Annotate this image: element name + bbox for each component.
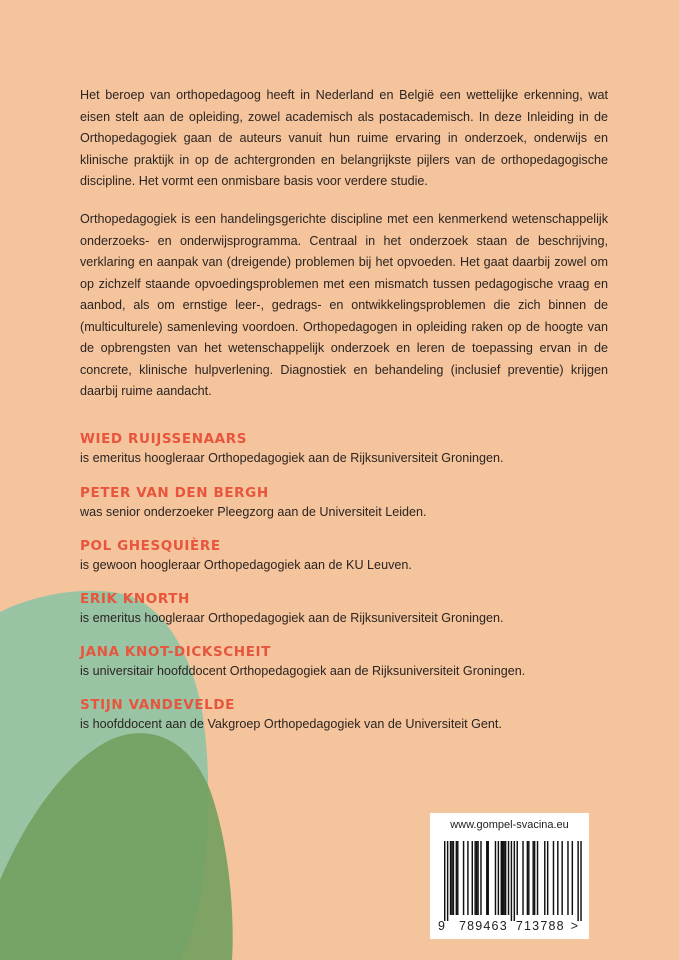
barcode-bar xyxy=(528,841,529,915)
author-name: ERIK KNORTH xyxy=(80,591,190,607)
barcode-bar xyxy=(472,841,473,915)
barcode-bar xyxy=(505,841,506,915)
barcode-bar xyxy=(522,841,523,915)
barcode-bar xyxy=(463,841,464,915)
publisher-url: www.gompel-svacina.eu xyxy=(450,819,569,831)
author-description: is emeritus hoogleraar Orthopedagogiek aan de Rijksuniversiteit Groningen. xyxy=(80,451,504,465)
barcode-bar xyxy=(517,841,518,915)
author-entry xyxy=(80,537,620,575)
author-description: is emeritus hoogleraar Orthopedagogiek aan de Rijksuniversiteit Groningen. xyxy=(80,611,504,625)
author-entry xyxy=(80,590,620,628)
barcode-bar xyxy=(447,841,448,921)
author-entry xyxy=(80,643,620,681)
author-entry xyxy=(80,430,620,468)
barcode-bar xyxy=(580,841,581,921)
barcode-bar xyxy=(480,841,481,915)
author-description: is gewoon hoogleraar Orthopedagogiek aan de KU Leuven. xyxy=(80,558,412,572)
barcode-bar xyxy=(557,841,558,915)
barcode-bar xyxy=(577,841,578,921)
barcode-bar xyxy=(502,841,503,915)
barcode-bar xyxy=(457,841,458,915)
description-paragraph: Orthopedagogiek is een handelingsgerichte discipline met een kenmerkend wetenschappelijk onderzoeks- en onderwijsprogramma. Centraal in het onderzoek staan de beschrijving, verklaring en aanpak van (dreigende) problemen bij het opvoeden. Het gaat daarbij zowel om op zichzelf staande opvoedingsproblemen met een mismatch tussen pedagogische vraag en aanbod, als om ernstige leer-, gedrags- en ontwikkelingsproblemen die zich binnen de (multiculturele) samenleving voordoen. Orthopedagogen in opleiding raken op de hoogte van de opbrengsten van het wetenschappelijk onderzoek en leren de toepassing ervan in de concrete, klinische hulpverlening. Diagnostiek en behandeling (inclusief preventie) krijgen daarbij ruime aandacht. xyxy=(80,212,608,398)
barcode-bar xyxy=(537,841,538,915)
barcode-bar xyxy=(501,841,502,915)
barcode-bar xyxy=(477,841,478,915)
barcode-bar xyxy=(486,841,487,915)
intro-paragraph: Het beroep van orthopedagoog heeft in Nederland en België een wettelijke erkenning, wat eisen stelt aan de opleiding, zowel academisch als postacademisch. In deze Inleiding in de Orthopedagogiek gaan de auteurs vanuit hun ruime ervaring in onderzoek, onderwijs en klinische praktijk in op de achtergronden en belangrijkste pijlers van de orthopedagogische discipline. Het vormt een onmisbare basis voor verdere studie. xyxy=(80,88,608,188)
barcode-bar xyxy=(474,841,475,915)
barcode-bar xyxy=(476,841,477,915)
barcode-bar xyxy=(456,841,457,915)
barcode-bar xyxy=(451,841,452,915)
barcode-bar xyxy=(467,841,468,915)
barcode-bar xyxy=(498,841,499,915)
barcode-bar xyxy=(547,841,548,915)
author-description: is universitair hoofddocent Orthopedagogiek aan de Rijksuniversiteit Groningen. xyxy=(80,664,526,678)
barcode-bar xyxy=(553,841,554,915)
barcode-bar xyxy=(453,841,454,915)
author-name: STIJN VANDEVELDE xyxy=(80,697,235,713)
author-description: is hoofddocent aan de Vakgroep Orthopedagogiek van de Universiteit Gent. xyxy=(80,717,502,731)
isbn-prefix: 9 xyxy=(438,919,445,933)
isbn-digits xyxy=(438,919,588,933)
barcode-bar xyxy=(572,841,573,915)
barcode-bar xyxy=(514,841,515,921)
author-name: PETER VAN DEN BERGH xyxy=(80,485,269,501)
author-entry xyxy=(80,696,620,734)
barcode-panel xyxy=(430,813,589,939)
isbn-suffix: > xyxy=(570,919,579,933)
barcode-bar xyxy=(532,841,533,915)
barcode-bar xyxy=(561,841,562,915)
author-description: was senior onderzoeker Pleegzorg aan de Universiteit Leiden. xyxy=(80,505,427,519)
barcode-bar xyxy=(534,841,535,915)
author-entry xyxy=(80,484,620,522)
barcode-bar xyxy=(527,841,528,915)
barcode-bar xyxy=(508,841,509,915)
barcode-bar xyxy=(567,841,568,915)
barcode-bar xyxy=(503,841,504,915)
isbn-group-1: 789463 xyxy=(458,919,508,933)
author-name: POL GHESQUIÈRE xyxy=(80,538,221,554)
author-name: JANA KNOT-DICKSCHEIT xyxy=(80,644,271,660)
barcode-bar xyxy=(511,841,512,921)
barcode-bar xyxy=(450,841,451,915)
barcode-bar xyxy=(495,841,496,915)
isbn-group-2: 713788 xyxy=(515,919,565,933)
barcode-bar xyxy=(444,841,445,921)
barcode-bar xyxy=(544,841,545,915)
author-name: WIED RUIJSSENAARS xyxy=(80,431,248,447)
barcode-bar xyxy=(488,841,489,915)
